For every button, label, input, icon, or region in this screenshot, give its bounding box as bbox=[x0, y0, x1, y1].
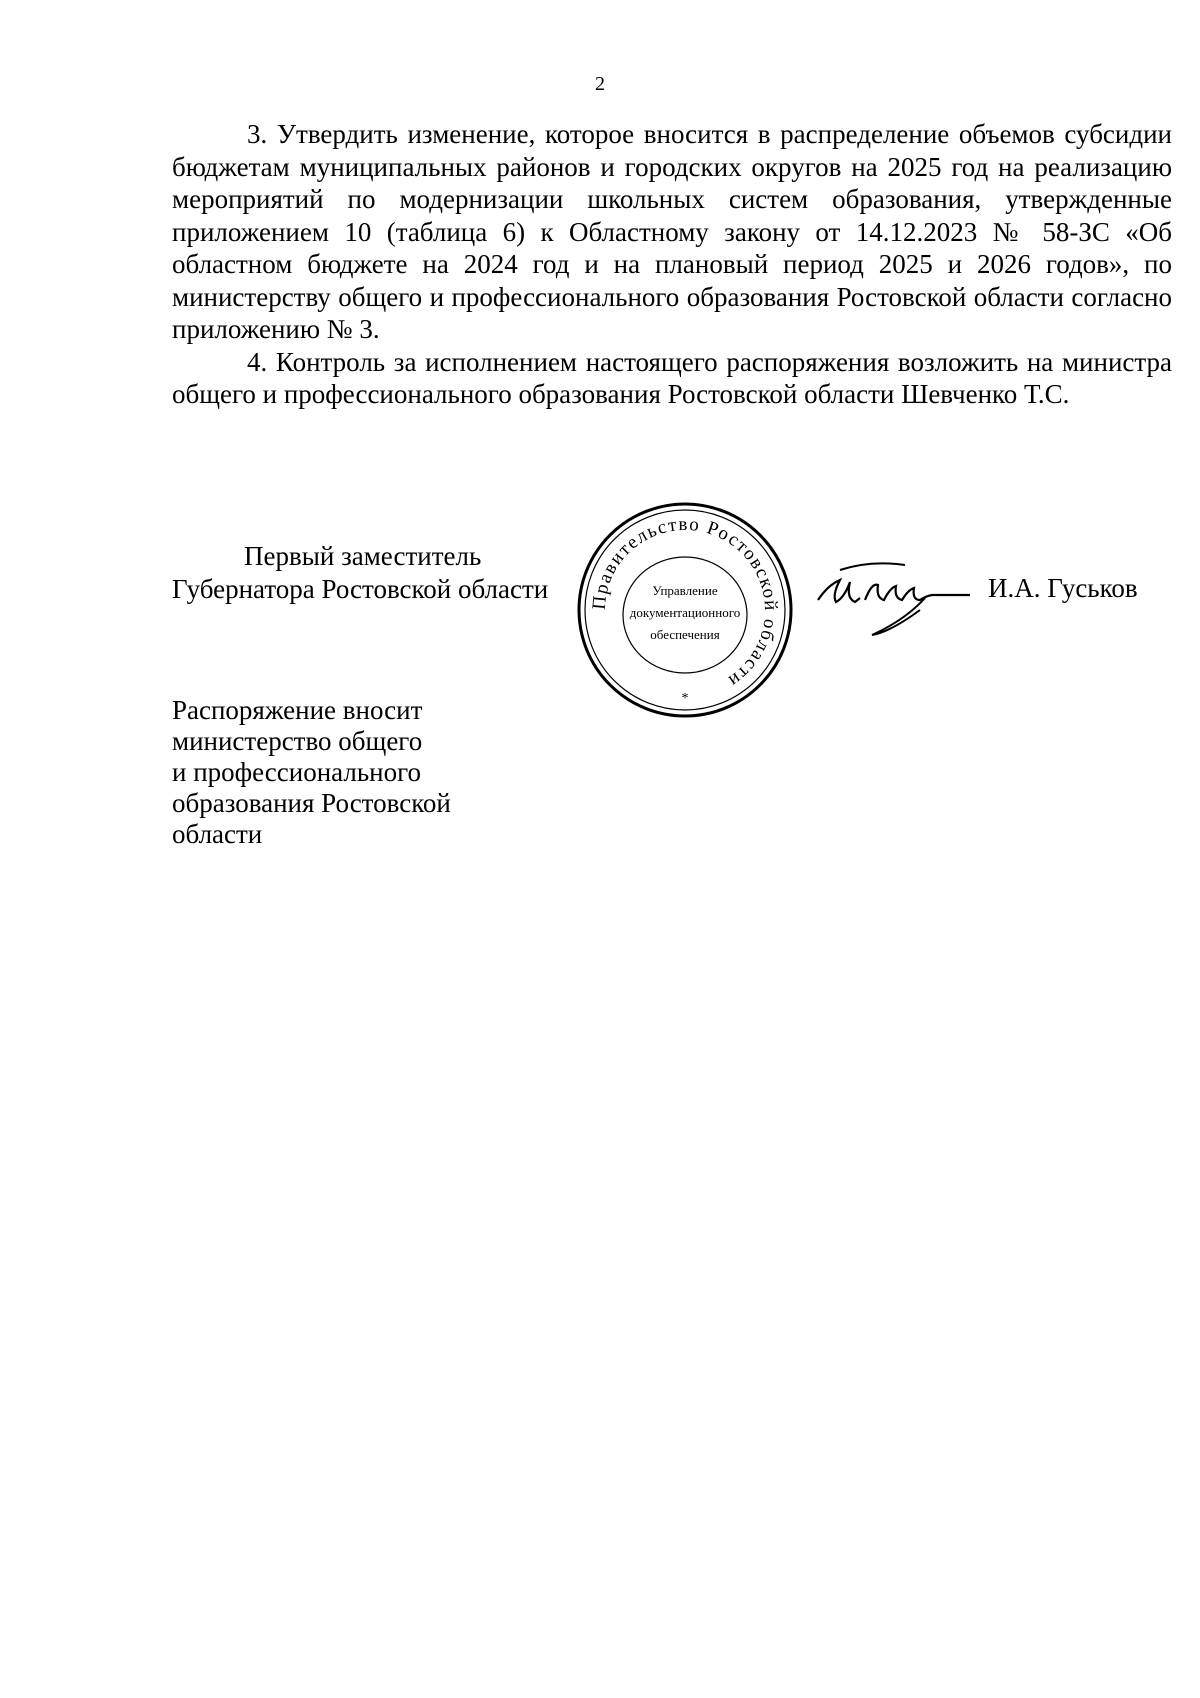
submitter-note bbox=[172, 695, 451, 850]
signatory-title-line2: Губернатора Ростовской области bbox=[172, 573, 549, 604]
submitter-line2: министерство общего bbox=[172, 726, 423, 756]
paragraph-4: 4. Контроль за исполнением настоящего распоряжения возложить на министра общего и профессионального образования Ростовской области Шевченко Т.С. bbox=[172, 346, 1172, 409]
stamp-star: * bbox=[681, 691, 689, 706]
stamp-center-line3: обеспечения bbox=[650, 627, 720, 642]
stamp-ring-text: Правительство Ростовской области bbox=[588, 513, 782, 692]
signatory-title bbox=[172, 540, 548, 605]
stamp-center-line1: Управление bbox=[652, 583, 718, 598]
official-stamp bbox=[575, 500, 795, 720]
submitter-line1: Распоряжение вносит bbox=[172, 695, 423, 725]
submitter-line4: образования Ростовской bbox=[172, 788, 451, 818]
submitter-line5: области bbox=[172, 819, 263, 849]
paragraph-3: 3. Утвердить изменение, которое вносится в распределение объемов субсидии бюджетам муниципальных районов и городских округов на 2025 год на реализацию мероприятий по модернизации школьных систем образования, утвержденные приложением 10 (таблица 6) к Областному закону от 14.12.2023 № 58-ЗС «Об областном бюджете на 2024 год и на плановый период 2025 и 2026 годов», по министерству общего и профессионального образования Ростовской области согласно приложению № 3. bbox=[172, 119, 1172, 344]
signatory-title-line1: Первый заместитель bbox=[244, 541, 482, 571]
page-number: 2 bbox=[595, 73, 605, 95]
handwritten-signature bbox=[810, 540, 980, 645]
signatory-name: И.А. Гуськов bbox=[988, 573, 1138, 603]
document-body bbox=[172, 118, 1172, 411]
submitter-line3: и профессионального bbox=[172, 757, 422, 787]
stamp-center-line2: документационного bbox=[629, 605, 741, 620]
